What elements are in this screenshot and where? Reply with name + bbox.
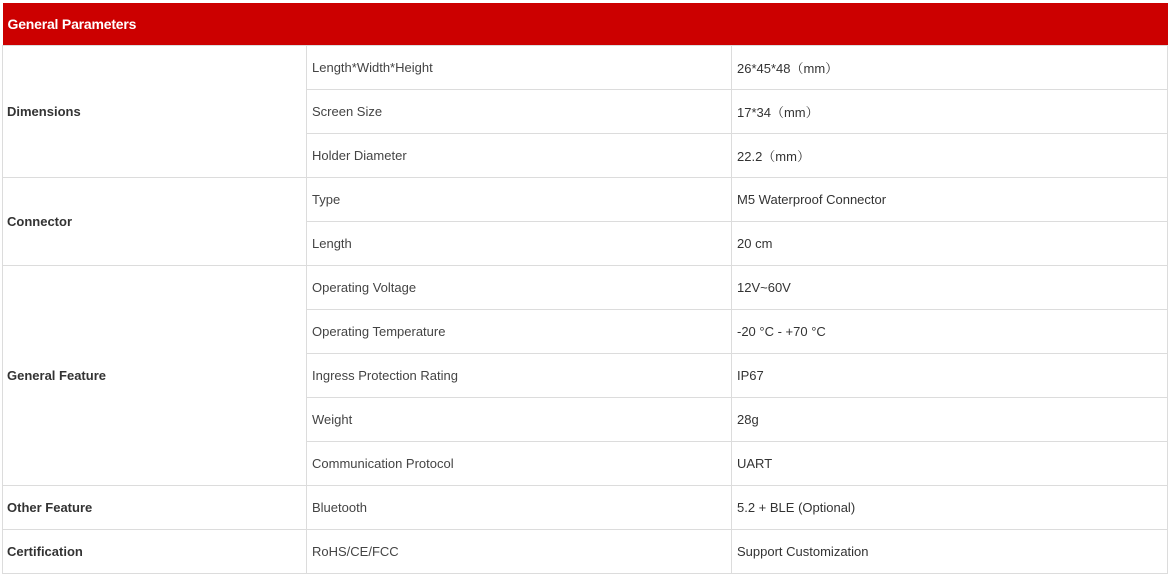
table-header-row [3,3,1168,46]
param-name: Type [307,178,732,222]
param-value: 28g [732,398,1168,442]
param-value: 17*34（mm） [732,90,1168,134]
table-row [3,486,1168,530]
param-value: M5 Waterproof Connector [732,178,1168,222]
table-row [3,46,1168,90]
param-value: 22.2（mm） [732,134,1168,178]
param-value: 20 cm [732,222,1168,266]
param-name: Weight [307,398,732,442]
group-label-certification: Certification [3,530,307,574]
param-value: IP67 [732,354,1168,398]
param-value: UART [732,442,1168,486]
param-name: RoHS/CE/FCC [307,530,732,574]
param-name: Operating Voltage [307,266,732,310]
table-row [3,530,1168,574]
param-name: Ingress Protection Rating [307,354,732,398]
param-name: Communication Protocol [307,442,732,486]
param-value: 26*45*48（mm） [732,46,1168,90]
param-value: 5.2 + BLE (Optional) [732,486,1168,530]
param-value: Support Customization [732,530,1168,574]
param-name: Bluetooth [307,486,732,530]
param-name: Length*Width*Height [307,46,732,90]
table-row [3,266,1168,310]
general-parameters-table [2,3,1168,574]
group-label-general-feature: General Feature [3,266,307,486]
group-label-other-feature: Other Feature [3,486,307,530]
param-value: -20 °C - +70 °C [732,310,1168,354]
param-name: Length [307,222,732,266]
group-label-connector: Connector [3,178,307,266]
param-name: Operating Temperature [307,310,732,354]
param-value: 12V~60V [732,266,1168,310]
group-label-dimensions: Dimensions [3,46,307,178]
table-row [3,178,1168,222]
param-name: Screen Size [307,90,732,134]
table-title: General Parameters [3,3,1168,46]
param-name: Holder Diameter [307,134,732,178]
